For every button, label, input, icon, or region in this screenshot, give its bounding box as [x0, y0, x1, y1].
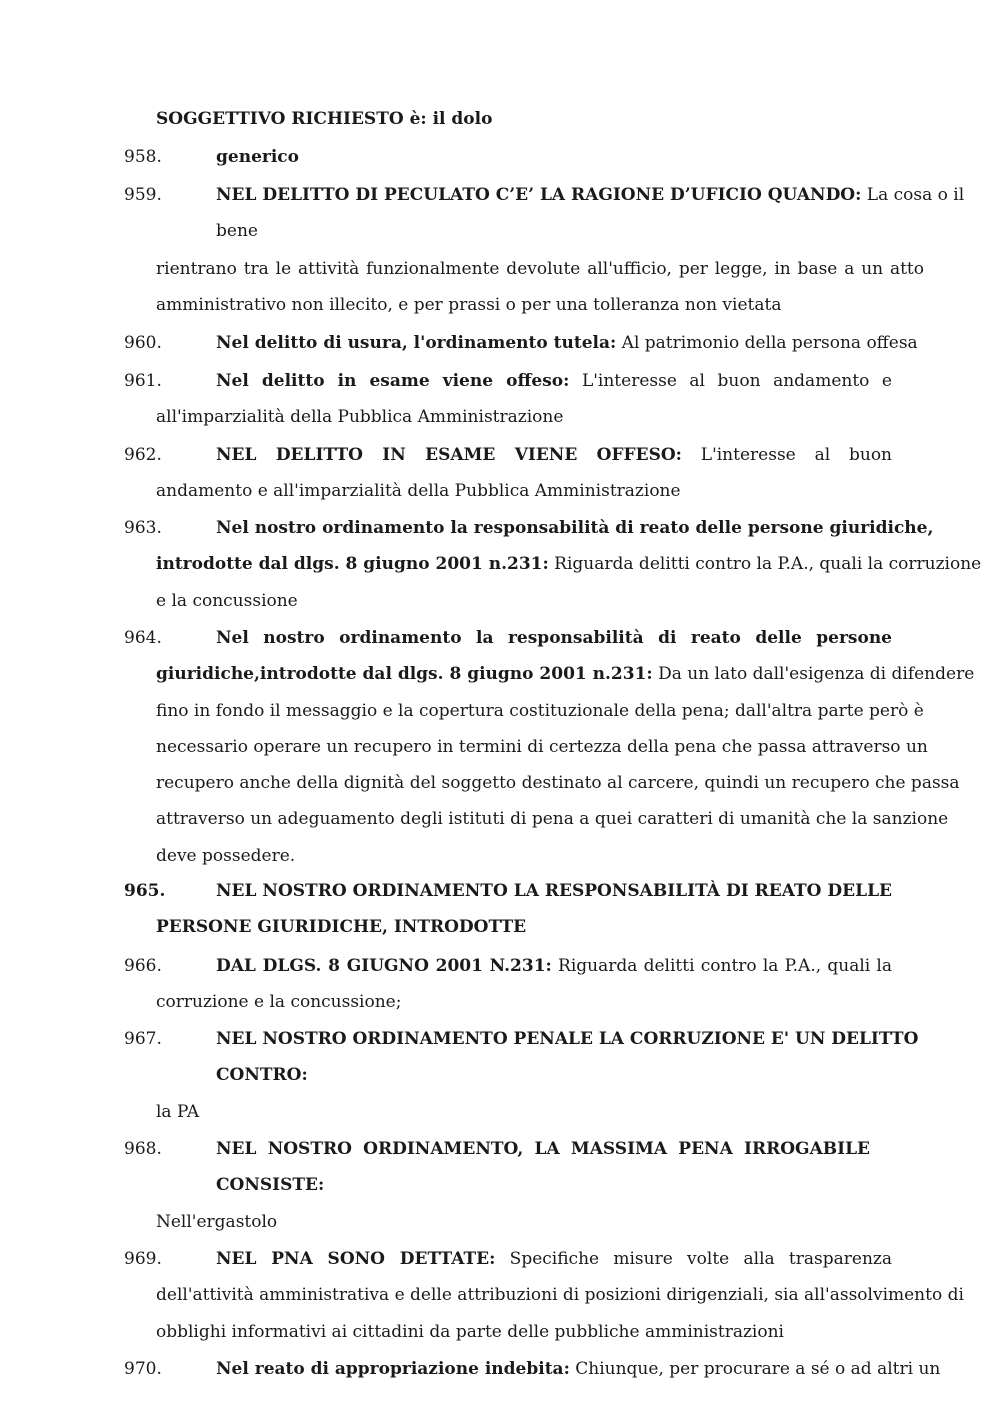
item-number-963: 963. [124, 518, 162, 538]
item-959-answer: rientrano tra le attività funzionalmente devolute all'ufficio, per legge, in base a un atto [156, 259, 924, 279]
item-959-text-cont: bene [216, 221, 258, 241]
item-964-line-5: recupero anche della dignità del soggetto destinato al carcere, quindi un recupero che passa [156, 773, 960, 793]
item-959-answer-cont: amministrativo non illecito, e per prassi o per una tolleranza non vietata [156, 295, 782, 315]
item-958-text: generico [216, 147, 299, 167]
item-964-line-3: fino in fondo il messaggio e la copertura costituzionale della pena; dall'altra parte però è [156, 701, 924, 721]
item-967-question-cont: CONTRO: [216, 1065, 308, 1085]
item-969-line-2: dell'attività amministrativa e delle attribuzioni di posizioni dirigenziali, sia all'assolvimento di [156, 1285, 964, 1305]
item-number-962: 962. [124, 445, 162, 465]
item-960-text: Nel delitto di usura, l'ordinamento tutela: Al patrimonio della persona offesa [216, 333, 918, 353]
item-969-line-3: obblighi informativi ai cittadini da parte delle pubbliche amministrazioni [156, 1322, 784, 1342]
item-963-question: Nel nostro ordinamento la responsabilità di reato delle persone giuridiche, [216, 518, 934, 538]
item-964-line-4: necessario operare un recupero in termini di certezza della pena che passa attraverso un [156, 737, 928, 757]
item-961-text: Nel delitto in esame viene offeso: L'interesse al buon andamento e [216, 371, 892, 391]
item-966-text: DAL DLGS. 8 GIUGNO 2001 N.231: Riguarda delitti contro la P.A., quali la [216, 956, 892, 976]
item-968-answer: Nell'ergastolo [156, 1212, 278, 1232]
item-number-965: 965. [124, 881, 166, 901]
item-959-text: NEL DELITTO DI PECULATO C’E’ LA RAGIONE D’UFICIO QUANDO: La cosa o il [216, 185, 965, 205]
item-965-question-cont: PERSONE GIURIDICHE, INTRODOTTE [156, 917, 527, 937]
line-soggettivo: SOGGETTIVO RICHIESTO è: il dolo [156, 109, 493, 129]
item-967-answer: la PA [156, 1102, 200, 1122]
item-number-970: 970. [124, 1359, 162, 1379]
item-970-text: Nel reato di appropriazione indebita: Chiunque, per procurare a sé o ad altri un [216, 1359, 941, 1379]
item-968-question-cont: CONSISTE: [216, 1175, 325, 1195]
item-963-text-cont: e la concussione [156, 591, 298, 611]
item-number-961: 961. [124, 371, 162, 391]
item-number-964: 964. [124, 628, 162, 648]
item-964-question: Nel nostro ordinamento la responsabilità di reato delle persone [216, 628, 892, 648]
item-969-text: NEL PNA SONO DETTATE: Specifiche misure volte alla trasparenza [216, 1249, 892, 1269]
item-number-969: 969. [124, 1249, 162, 1269]
item-962-text: NEL DELITTO IN ESAME VIENE OFFESO: L'interesse al buon [216, 445, 893, 465]
item-number-960: 960. [124, 333, 162, 353]
item-961-text-cont: all'imparzialità della Pubblica Amministrazione [156, 407, 564, 427]
item-964-line-7: deve possedere. [156, 846, 296, 866]
item-968-question: NEL NOSTRO ORDINAMENTO, LA MASSIMA PENA IRROGABILE [216, 1139, 870, 1159]
item-963-text: introdotte dal dlgs. 8 giugno 2001 n.231: Riguarda delitti contro la P.A., quali la corruzione [156, 554, 982, 574]
item-number-959: 959. [124, 185, 162, 205]
item-964-line-6: attraverso un adeguamento degli istituti di pena a quei caratteri di umanità che la sanzione [156, 809, 949, 829]
item-number-966: 966. [124, 956, 162, 976]
item-967-question: NEL NOSTRO ORDINAMENTO PENALE LA CORRUZIONE E' UN DELITTO [216, 1029, 919, 1049]
item-965-question: NEL NOSTRO ORDINAMENTO LA RESPONSABILITÀ DI REATO DELLE [216, 881, 892, 901]
item-966-text-cont: corruzione e la concussione; [156, 992, 402, 1012]
item-number-968: 968. [124, 1139, 162, 1159]
item-962-text-cont: andamento e all'imparzialità della Pubblica Amministrazione [156, 481, 681, 501]
item-number-967: 967. [124, 1029, 162, 1049]
item-964-text: giuridiche,introdotte dal dlgs. 8 giugno 2001 n.231: Da un lato dall'esigenza di difendere [156, 664, 975, 684]
item-number-958: 958. [124, 147, 162, 167]
